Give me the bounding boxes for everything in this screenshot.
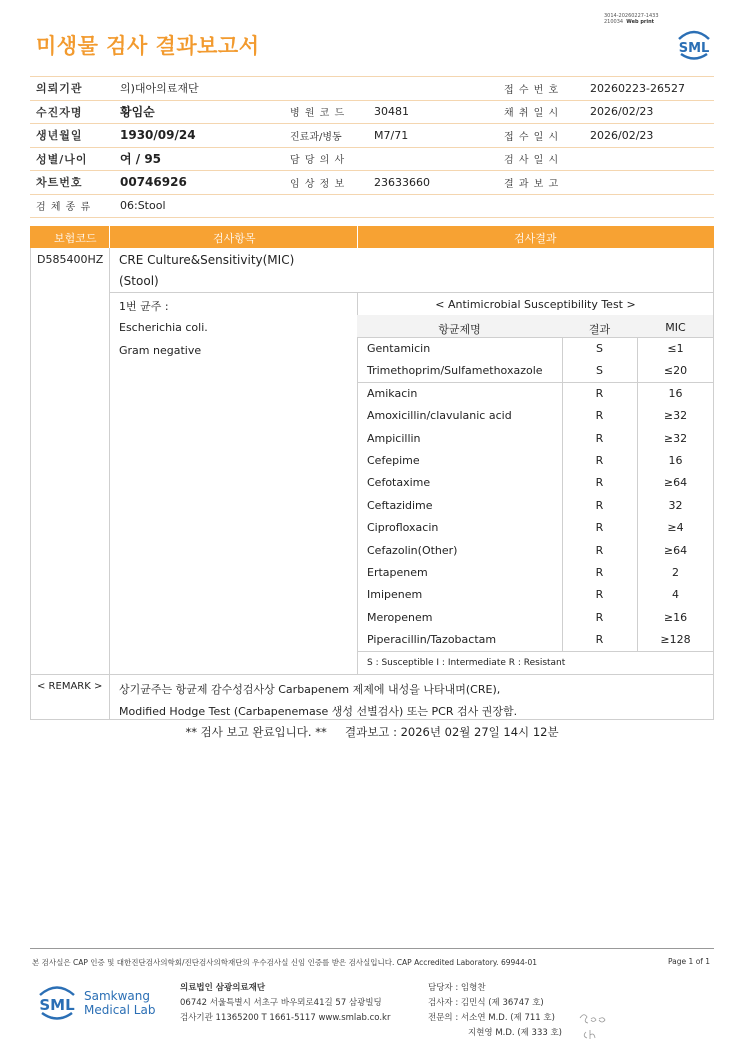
ast-result: R bbox=[595, 588, 604, 602]
specimen-label: 검 체 종 류 bbox=[30, 194, 114, 218]
logo-mark-footer: SML bbox=[39, 996, 75, 1014]
receipt-no-label: 접 수 번 호 bbox=[498, 77, 584, 101]
collect-date-label: 채 취 일 시 bbox=[498, 100, 584, 124]
hospital-code-label: 병 원 코 드 bbox=[284, 100, 368, 124]
ast-result: S bbox=[596, 342, 603, 355]
clinical-label: 임 상 정 보 bbox=[284, 171, 368, 195]
ast-drug-name: Ampicillin bbox=[367, 431, 421, 445]
staff-label: 검사자 : bbox=[428, 998, 459, 1008]
ast-drug-name: Ciprofloxacin bbox=[367, 521, 439, 535]
border-bottom bbox=[30, 719, 714, 720]
patient-label: 수진자명 bbox=[30, 100, 114, 124]
ast-mic: 16 bbox=[668, 454, 683, 467]
footer-divider bbox=[30, 948, 714, 949]
header-divider bbox=[357, 226, 358, 248]
clinical-value: 23633660 bbox=[368, 171, 498, 195]
col-divider-code bbox=[109, 248, 110, 720]
ast-result: R bbox=[595, 454, 604, 467]
ast-result: R bbox=[595, 543, 604, 557]
ast-mic: ≥64 bbox=[663, 543, 688, 557]
info-row bbox=[30, 77, 714, 101]
test-code: D585400HZ bbox=[37, 253, 104, 266]
header-divider bbox=[109, 226, 110, 248]
logo-text-2: Medical Lab bbox=[84, 1003, 156, 1017]
print-code-2 bbox=[604, 19, 659, 25]
doctor-label: 담 당 의 사 bbox=[284, 147, 368, 171]
row-divider bbox=[109, 292, 714, 293]
ast-drug-name: Piperacillin/Tazobactam bbox=[367, 633, 497, 647]
ast-mic: ≤1 bbox=[667, 342, 684, 355]
results-header bbox=[30, 226, 714, 248]
ast-legend: S : Susceptible I : Intermediate R : Resistant bbox=[367, 658, 566, 668]
cert-note: 본 검사실은 CAP 인증 및 대한진단검사의학회/진단검사의학재단의 우수검사실 신임 인증를 받은 검사실입니다. CAP Accredited Laboratory. 69944-01 bbox=[32, 958, 538, 967]
border-left bbox=[30, 248, 31, 720]
print-code: 3014-20260227-1433 bbox=[604, 13, 659, 19]
row-divider bbox=[357, 651, 714, 652]
test-date-value bbox=[584, 147, 714, 171]
col-divider-item bbox=[357, 292, 358, 674]
remark-label: < REMARK > bbox=[37, 681, 103, 692]
ast-result: R bbox=[595, 498, 604, 512]
org-contact: 검사기관 11365200 T 1661-5117 www.smlab.co.kr bbox=[180, 1013, 391, 1023]
ast-result: R bbox=[595, 521, 604, 535]
ast-drug-name: Ertapenem bbox=[367, 566, 428, 579]
header-result: 검사결과 bbox=[514, 232, 557, 245]
receipt-no-value: 20260223-26527 bbox=[584, 77, 714, 101]
ast-mic: 4 bbox=[672, 588, 679, 602]
ast-mic: ≥128 bbox=[660, 633, 691, 647]
chart-value: 00746926 bbox=[114, 171, 284, 195]
ast-result: R bbox=[595, 409, 604, 423]
ast-drug-name: Meropenem bbox=[367, 610, 433, 624]
ast-result: S bbox=[596, 364, 603, 378]
footer-staff bbox=[428, 981, 562, 1041]
staff-name: 김민식 (제 36747 호) bbox=[460, 998, 544, 1008]
organism-name: Escherichia coli. bbox=[119, 321, 208, 334]
ast-mic: ≥4 bbox=[667, 521, 684, 535]
info-row bbox=[30, 171, 714, 195]
ast-col-result: 결과 bbox=[588, 323, 611, 336]
staff-label: 담당자 : bbox=[428, 983, 459, 993]
ast-title: < Antimicrobial Susceptibility Test > bbox=[435, 298, 636, 311]
collect-date-value: 2026/02/23 bbox=[584, 100, 714, 124]
info-row bbox=[30, 100, 714, 124]
staff-name: 지현영 M.D. (제 333 호) bbox=[468, 1028, 563, 1038]
print-code2-text: 210034 bbox=[604, 19, 624, 25]
ast-mic: ≥32 bbox=[663, 409, 688, 423]
org-address: 06742 서울특별시 서초구 바우뫼로41길 57 삼광빌딩 bbox=[180, 998, 382, 1008]
completion-note: ** 검사 보고 완료입니다. ** 결과보고 : 2026년 02월 27일 14시 12분 bbox=[185, 725, 559, 739]
row-divider bbox=[357, 382, 714, 383]
receipt-date-value: 2026/02/23 bbox=[584, 124, 714, 148]
remark-line-2: Modified Hodge Test (Carbapenemase 생성 선별검사) 또는 PCR 검사 권장함. bbox=[119, 705, 518, 718]
header-code: 보험코드 bbox=[54, 232, 97, 245]
logo-text-1: Samkwang bbox=[84, 989, 150, 1003]
ast-mic: ≥32 bbox=[663, 431, 688, 445]
print-label: Web print bbox=[626, 19, 655, 25]
ast-result: R bbox=[595, 633, 604, 647]
report-title: 미생물 검사 결과보고서 bbox=[36, 34, 260, 58]
ast-mic: ≥64 bbox=[663, 476, 688, 490]
print-info bbox=[604, 13, 659, 25]
specimen-value: 06:Stool bbox=[114, 194, 714, 218]
logo-mark-top: SML bbox=[678, 41, 710, 56]
ast-mic: 16 bbox=[668, 386, 683, 400]
row-divider bbox=[357, 337, 714, 338]
doctor-value bbox=[368, 147, 498, 171]
dob-label: 생년월일 bbox=[30, 124, 114, 148]
ast-drug-name: Cefotaxime bbox=[367, 476, 431, 490]
test-name: CRE Culture&Sensitivity(MIC) bbox=[119, 253, 295, 267]
ast-drug-name: Trimethoprim/Sulfamethoxazole bbox=[367, 364, 543, 378]
staff-label: 전문의 : bbox=[428, 1013, 459, 1023]
result-report-label: 결 과 보 고 bbox=[498, 171, 584, 195]
ast-result: R bbox=[595, 566, 604, 579]
sex-age-label: 성별/나이 bbox=[30, 147, 114, 171]
header-item: 검사항목 bbox=[213, 232, 256, 245]
dept-label: 진료과/병동 bbox=[284, 124, 368, 148]
ast-mic: 2 bbox=[672, 566, 679, 579]
staff-name: 임형찬 bbox=[460, 983, 486, 993]
ast-result: R bbox=[595, 610, 604, 624]
ast-drug-name: Gentamicin bbox=[367, 342, 431, 355]
info-row bbox=[30, 147, 714, 171]
ast-drug-name: Cefepime bbox=[367, 454, 420, 467]
ast-drug-name: Imipenem bbox=[367, 588, 423, 602]
dept-value: M7/71 bbox=[368, 124, 498, 148]
ast-col-drug: 항균제명 bbox=[438, 323, 481, 336]
test-date-label: 검 사 일 시 bbox=[498, 147, 584, 171]
sml-logo bbox=[675, 27, 713, 61]
footer-logo-text bbox=[84, 989, 155, 1017]
page-number: Page 1 of 1 bbox=[668, 957, 711, 966]
results-table bbox=[30, 248, 714, 720]
requester-value: 의)대아의료재단 bbox=[114, 77, 498, 101]
ast-drug-name: Amikacin bbox=[367, 386, 418, 400]
patient-info-table bbox=[30, 76, 714, 218]
remark-line-1: 상기균주는 항균제 감수성검사상 Carbapenem 제제에 내성을 나타내며(CRE), bbox=[119, 683, 501, 696]
result-report-value bbox=[584, 171, 714, 195]
info-row bbox=[30, 124, 714, 148]
footer-logo-mark bbox=[36, 982, 78, 1024]
dob-value: 1930/09/24 bbox=[114, 124, 284, 148]
ast-drug-name: Ceftazidime bbox=[367, 498, 433, 512]
footer-org bbox=[180, 981, 390, 1026]
organism-label: 1번 균주 : bbox=[119, 300, 169, 313]
ast-mic: 32 bbox=[668, 498, 683, 512]
ast-result: R bbox=[595, 386, 604, 400]
ast-mic: ≥16 bbox=[663, 610, 688, 624]
gram-stain: Gram negative bbox=[119, 344, 202, 357]
ast-result: R bbox=[595, 431, 604, 445]
ast-col-mic: MIC bbox=[665, 321, 686, 334]
requester-label: 의뢰기관 bbox=[30, 77, 114, 101]
signature bbox=[578, 1008, 618, 1042]
test-specimen: (Stool) bbox=[119, 274, 159, 288]
info-row bbox=[30, 194, 714, 218]
chart-label: 차트번호 bbox=[30, 171, 114, 195]
ast-result: R bbox=[595, 476, 604, 490]
hospital-code-value: 30481 bbox=[368, 100, 498, 124]
ast-drug-name: Cefazolin(Other) bbox=[367, 543, 458, 557]
org-name: 의료법인 삼광의료재단 bbox=[180, 983, 266, 993]
receipt-date-label: 접 수 일 시 bbox=[498, 124, 584, 148]
sex-age-value: 여 / 95 bbox=[114, 147, 284, 171]
ast-mic: ≤20 bbox=[663, 364, 688, 378]
staff-name: 서소연 M.D. (제 711 호) bbox=[460, 1013, 555, 1023]
row-divider-remark bbox=[30, 674, 714, 675]
patient-value: 황임순 bbox=[114, 100, 284, 124]
ast-drug-name: Amoxicillin/clavulanic acid bbox=[367, 409, 512, 423]
